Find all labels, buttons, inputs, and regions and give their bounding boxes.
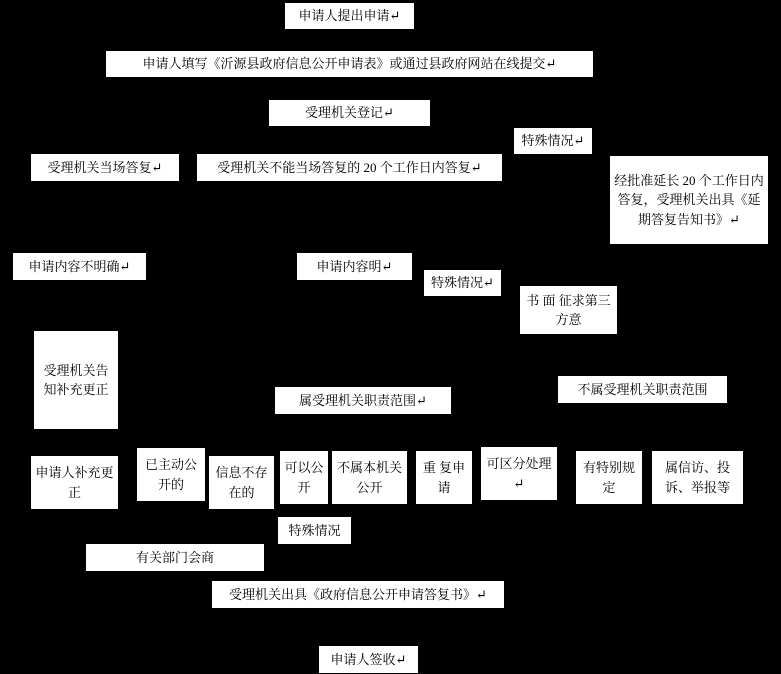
- flow-node-n13: 属受理机关职责范围↵: [274, 386, 452, 415]
- flow-node-n11: 书 面 征求第三方意: [519, 285, 618, 335]
- flow-node-n3: 受理机关登记↵: [268, 99, 431, 127]
- flow-node-n2: 申请人填写《沂源县政府信息公开申请表》或通过县政府网站在线提交↵: [105, 50, 594, 78]
- flow-node-n7: 经批准延长 20 个工作日内答复，受理机关出具《延期答复告知书》↵: [609, 155, 769, 245]
- flow-node-n23: 属信访、投诉、举报等: [651, 450, 744, 505]
- flow-node-n14: 不属受理机关职责范围: [557, 375, 728, 404]
- flow-node-n10: 特殊情况↵: [423, 269, 502, 297]
- flow-node-n4: 特殊情况↵: [513, 127, 593, 155]
- flow-node-n17: 信息不存在的: [208, 455, 275, 510]
- flow-node-n27: 申请人签收↵: [318, 645, 419, 674]
- flow-node-n25: 有关部门会商: [85, 543, 265, 572]
- flow-node-n18: 可以公开: [279, 450, 329, 505]
- flow-node-n1: 申请人提出申请↵: [284, 2, 415, 30]
- flow-node-n16: 已主动公开的: [136, 447, 206, 502]
- flow-node-n15: 申请人补充更正: [30, 455, 119, 510]
- flow-node-n9: 申请内容明↵: [296, 252, 413, 281]
- flow-node-n22: 有特别规定: [575, 450, 643, 505]
- flow-node-n8: 申请内容不明确↵: [12, 252, 147, 281]
- flow-node-n20: 重 复申请: [415, 450, 473, 505]
- flow-node-n21: 可区分处理↵: [480, 446, 558, 501]
- flow-node-n5: 受理机关当场答复↵: [30, 153, 180, 182]
- flow-node-n19: 不属本机关公开: [331, 450, 408, 505]
- flow-node-n6: 受理机关不能当场答复的 20 个工作日内答复↵: [196, 153, 503, 182]
- flow-node-n12: 受理机关告知补充更正: [33, 330, 119, 430]
- flow-node-n24: 特殊情况: [277, 516, 352, 545]
- flow-node-n26: 受理机关出具《政府信息公开申请答复书》↵: [211, 580, 505, 609]
